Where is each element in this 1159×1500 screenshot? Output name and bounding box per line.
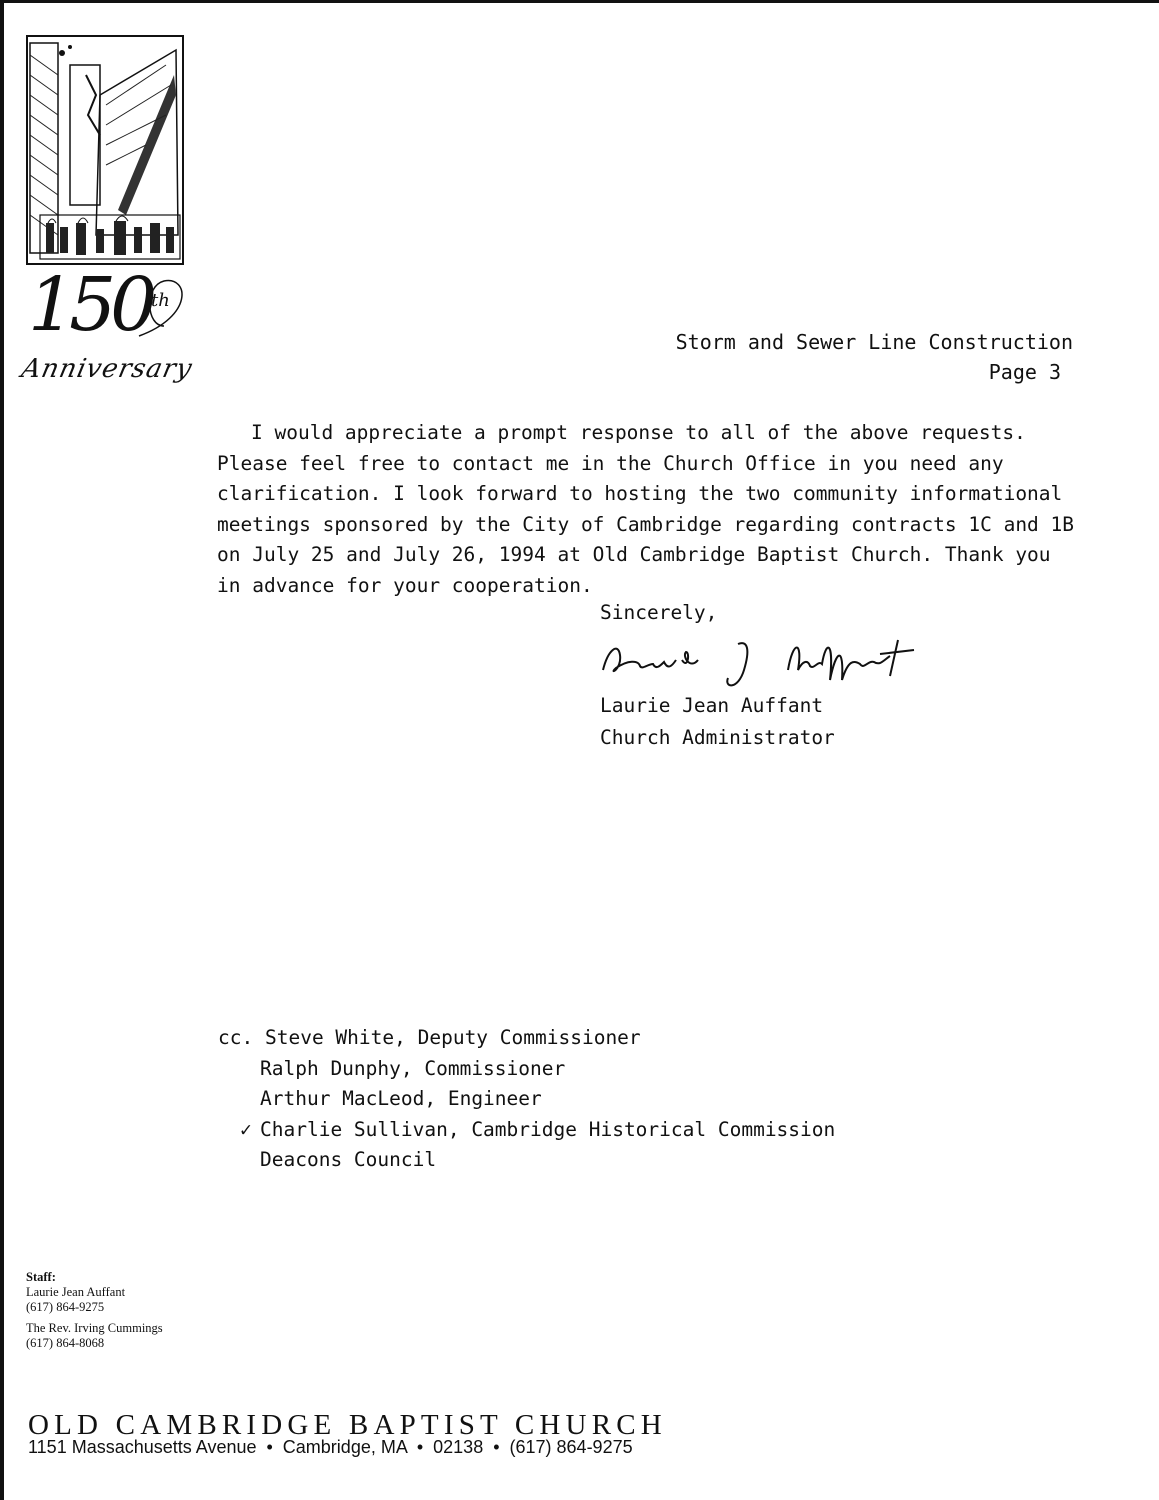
cc-row [218, 1115, 835, 1146]
letter-subject: Storm and Sewer Line Construction [675, 330, 1073, 354]
cc-recipient: Deacons Council [260, 1148, 437, 1171]
checkmark-icon: ✓ [240, 1117, 252, 1141]
signatory-name: Laurie Jean Auffant [600, 694, 824, 717]
cc-row [218, 1084, 835, 1115]
footer-church-name: OLD CAMBRIDGE BAPTIST CHURCH [28, 1409, 667, 1441]
anniversary-mark [14, 262, 204, 393]
closing-salutation: Sincerely, [600, 601, 718, 624]
staff-heading: Staff: [26, 1270, 56, 1284]
cc-row [218, 1054, 835, 1085]
cc-recipient: Ralph Dunphy, Commissioner [260, 1056, 566, 1080]
staff-block [26, 1270, 163, 1351]
anniversary-number: 150 [28, 262, 152, 348]
cc-recipient: Steve White, Deputy Commissioner [264, 1026, 641, 1049]
cc-prefix: cc. [218, 1026, 254, 1049]
anniversary-flourish-icon [134, 276, 194, 346]
cc-list [218, 1023, 835, 1176]
page-number: Page 3 [988, 360, 1061, 384]
cc-row [218, 1145, 835, 1176]
staff-member-name: Laurie Jean Auffant [26, 1285, 126, 1299]
page-header [676, 327, 1073, 387]
anniversary-word: Anniversary [18, 354, 196, 384]
cc-recipient: Charlie Sullivan, Cambridge Historical Commission [260, 1117, 836, 1141]
staff-member-phone: (617) 864-9275 [26, 1300, 105, 1314]
cc-recipient: Arthur MacLeod, Engineer [260, 1087, 542, 1110]
signatory-block [600, 690, 835, 754]
church-illustration-logo [26, 35, 184, 265]
anniversary-suffix: th [151, 290, 170, 311]
staff-member-phone: (617) 864-8068 [26, 1336, 105, 1350]
signatory-title: Church Administrator [600, 726, 835, 749]
cc-first-row [218, 1023, 835, 1054]
footer-address: 1151 Massachusetts Avenue • Cambridge, MA • 02138 • (617) 864-9275 [28, 1437, 633, 1457]
staff-member-name: The Rev. Irving Cummings [26, 1321, 163, 1335]
letter-body: I would appreciate a prompt response to all of the above requests. Please feel free to contact me in the Church Office in you need any clarification. I look forward to hosting the two community informational meetings sponsored by the City of Cambridge regarding contracts 1C and 1B on July 25 and July 26, 1994 at Old Cambridge Baptist Church. Thank you in advance for your cooperation. [217, 421, 1075, 597]
handwritten-signature [598, 630, 928, 690]
